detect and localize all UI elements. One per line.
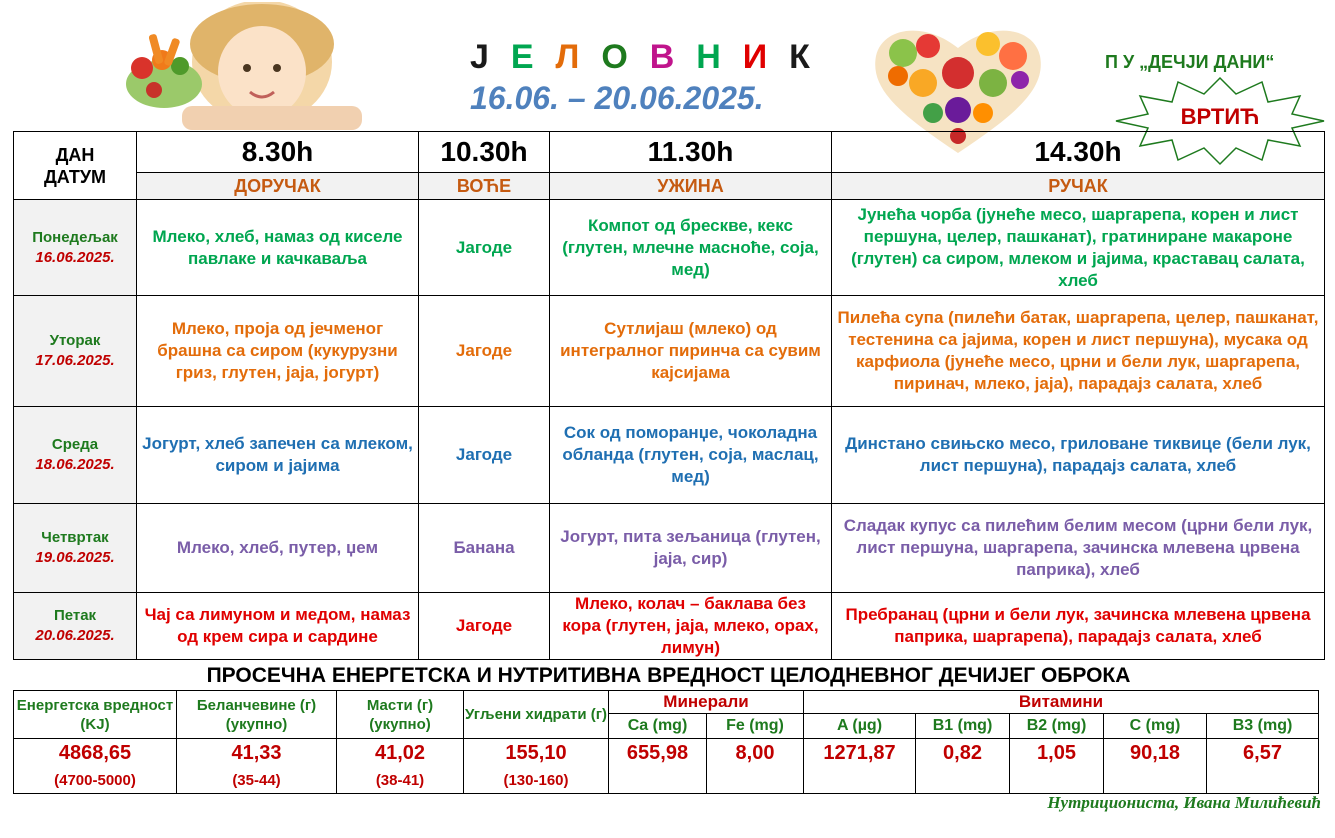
fruit-cell: Банана <box>419 504 550 593</box>
meal-fruit-header: ВОЋЕ <box>419 173 550 200</box>
meal-snack-header: УЖИНА <box>550 173 832 200</box>
table-row <box>14 593 1325 660</box>
day-name: Среда <box>51 436 99 453</box>
vitamin-b2-value: 1,05 <box>1010 739 1104 794</box>
lunch-cell: Пребранац (црни и бели лук, зачинска млевена црвена паприка, шаргарепа), парадајз салата, хлеб <box>832 593 1325 660</box>
day-date: 19.06.2025. <box>35 549 115 566</box>
energy-range: (4700-5000) <box>54 772 136 789</box>
table-row <box>14 200 1325 296</box>
snack-cell: Млеко, колач – баклава без кора (глутен, јаја, млеко, орах, лимун) <box>550 593 832 660</box>
table-row <box>14 296 1325 407</box>
breakfast-cell: Чај са лимуном и медом, намаз од крем сира и сардине <box>137 593 419 660</box>
day-name: Четвртак <box>41 529 109 546</box>
fruit-cell: Јагоде <box>419 407 550 504</box>
day-cell <box>14 407 137 504</box>
protein-header: Беланчевине (г) (укупно) <box>177 691 337 739</box>
day-date-header: ДАН ДАТУМ <box>14 132 137 200</box>
vitamin-c-header: C (mg) <box>1104 714 1207 739</box>
title-letter: Л <box>555 38 580 76</box>
fat-header: Масти (г) (укупно) <box>337 691 464 739</box>
carb-cell <box>464 739 609 794</box>
protein-value: 41,33 <box>231 742 282 764</box>
table-row <box>14 504 1325 593</box>
vitamin-a-header: A (µg) <box>804 714 916 739</box>
nutritionist-signature: Нутрициониста, Ивана Милићевић <box>1047 793 1321 812</box>
fruit-cell: Јагоде <box>419 296 550 407</box>
lunch-cell: Пилећа супа (пилећи батак, шаргарепа, целер, пашканат, тестенина са јајима, корен и лист першуна), мусака од карфиола (јунеће месо, црни и бели лук, шаргарепа, пиринач, млеко, јаја), парадајз салата, хлеб <box>832 296 1325 407</box>
title-letter: И <box>742 38 768 76</box>
breakfast-cell: Млеко, хлеб, намаз од киселе павлаке и качкаваља <box>137 200 419 296</box>
menu-title <box>470 38 810 77</box>
title-letter: О <box>601 38 628 76</box>
day-date: 18.06.2025. <box>35 456 115 473</box>
fat-range: (38-41) <box>375 772 425 789</box>
title-letter: В <box>649 38 675 76</box>
energy-cell <box>14 739 177 794</box>
day-cell <box>14 200 137 296</box>
snack-cell: Компот од брескве, кекс (глутен, млечне масноће, соја, мед) <box>550 200 832 296</box>
carb-header: Угљени хидрати (г) <box>464 691 609 739</box>
fat-value: 41,02 <box>374 742 426 764</box>
school-name: П У „ДЕЧЈИ ДАНИ“ <box>1105 52 1275 72</box>
table-row <box>14 407 1325 504</box>
day-cell <box>14 504 137 593</box>
time-fruit: 10.30h <box>419 132 550 173</box>
protein-cell <box>177 739 337 794</box>
carb-value: 155,10 <box>505 742 567 764</box>
energy-value: 4868,65 <box>58 742 132 764</box>
unit-label: ВРТИЋ <box>1180 104 1260 129</box>
calcium-value: 655,98 <box>609 739 707 794</box>
energy-header: Енергетска вредност (KJ) <box>14 691 177 739</box>
fruit-cell: Јагоде <box>419 200 550 296</box>
lunch-cell: Сладак купус са пилећим белим месом (црни бели лук, лист першуна, шаргарепа, зачинска млевена црвена паприка), хлеб <box>832 504 1325 593</box>
day-date: 16.06.2025. <box>35 248 115 266</box>
nutrition-title: ПРОСЕЧНА ЕНЕРГЕТСКА И НУТРИТИВНА ВРЕДНОСТ ЦЕЛОДНЕВНОГ ДЕЧИЈЕГ ОБРОКА <box>206 664 1131 687</box>
child-with-vegetables-image <box>112 2 370 130</box>
vitamin-b3-header: B3 (mg) <box>1207 714 1319 739</box>
iron-header: Fe (mg) <box>707 714 804 739</box>
vitamin-b1-header: B1 (mg) <box>916 714 1010 739</box>
minerals-header: Минерали <box>609 691 804 714</box>
meal-lunch-header: РУЧАК <box>832 173 1325 200</box>
title-letter: Н <box>696 38 721 76</box>
vitamins-header: Витамини <box>804 691 1319 714</box>
day-name: Понедељак <box>32 228 118 246</box>
nutrition-table <box>13 690 1319 794</box>
vitamin-c-value: 90,18 <box>1104 739 1207 794</box>
vitamin-b2-header: B2 (mg) <box>1010 714 1104 739</box>
lunch-cell: Динстано свињско месо, гриловане тиквице (бели лук, лист першуна), парадајз салата, хлеб <box>832 407 1325 504</box>
fat-cell <box>337 739 464 794</box>
day-name: Уторак <box>49 332 101 349</box>
fruit-cell: Јагоде <box>419 593 550 660</box>
breakfast-cell: Млеко, проја од јечменог брашна са сиром (кукурузни гриз, глутен, јаја, јогурт) <box>137 296 419 407</box>
lunch-cell: Јунећа чорба (јунеће месо, шаргарепа, корен и лист першуна, целер, пашканат), гратиниране макароне (глутен) са сиром, млеком и јајима, краставац салата, хлеб <box>832 200 1325 296</box>
snack-cell: Јогурт, пита зељаница (глутен, јаја, сир) <box>550 504 832 593</box>
snack-cell: Сутлијаш (млеко) од интегралног пиринча са сувим кајсијама <box>550 296 832 407</box>
vitamin-b3-value: 6,57 <box>1207 739 1319 794</box>
breakfast-cell: Јогурт, хлеб запечен са млеком, сиром и јајима <box>137 407 419 504</box>
day-cell <box>14 593 137 660</box>
time-snack: 11.30h <box>550 132 832 173</box>
carb-range: (130-160) <box>503 772 569 789</box>
menu-dates: 16.06. – 20.06.2025. <box>470 80 764 116</box>
time-breakfast: 8.30h <box>137 132 419 173</box>
time-lunch: 14.30h <box>832 132 1325 173</box>
title-letter: Ј <box>470 38 489 76</box>
title-letter: Е <box>510 38 534 76</box>
protein-range: (35-44) <box>232 772 281 789</box>
vitamin-b1-value: 0,82 <box>916 739 1010 794</box>
weekly-menu-table <box>13 131 1325 660</box>
breakfast-cell: Млеко, хлеб, путер, џем <box>137 504 419 593</box>
title-letter: К <box>789 38 810 76</box>
day-date: 17.06.2025. <box>35 352 115 369</box>
snack-cell: Сок од поморанџе, чоколадна обланда (глутен, соја, маслац, мед) <box>550 407 832 504</box>
vitamin-a-value: 1271,87 <box>804 739 916 794</box>
day-name: Петак <box>53 607 97 624</box>
iron-value: 8,00 <box>707 739 804 794</box>
calcium-header: Ca (mg) <box>609 714 707 739</box>
meal-breakfast-header: ДОРУЧАК <box>137 173 419 200</box>
day-cell <box>14 296 137 407</box>
day-date: 20.06.2025. <box>35 627 115 644</box>
